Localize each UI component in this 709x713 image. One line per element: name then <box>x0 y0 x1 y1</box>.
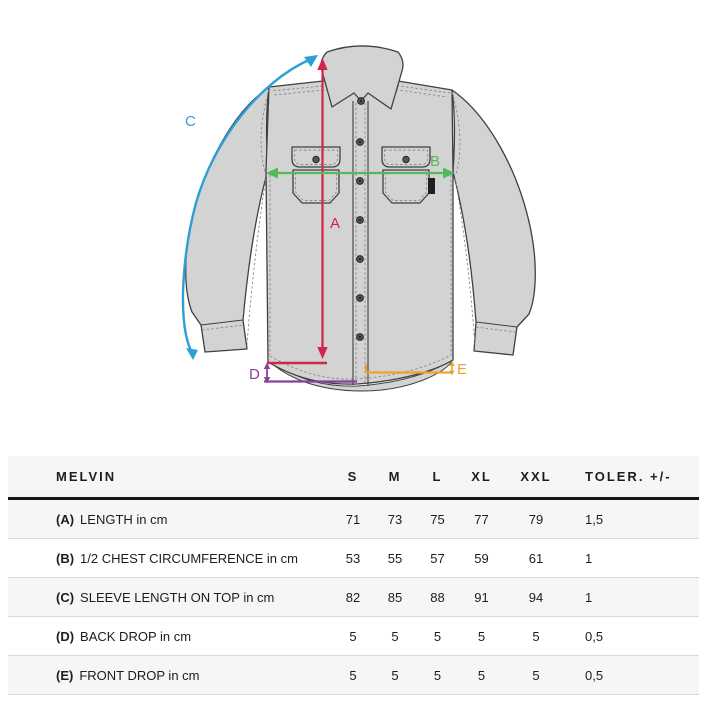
table-row-sleeve <box>8 578 699 617</box>
table-row-frontdrop <box>8 656 699 695</box>
left-sleeve <box>186 87 269 352</box>
measure-label-e: E <box>457 361 468 378</box>
value-cell: 59 <box>459 539 504 578</box>
value-cell: 5 <box>504 617 568 656</box>
tolerance-cell: 0,5 <box>568 656 699 695</box>
tolerance-cell: 1 <box>568 539 699 578</box>
table-row-chest <box>8 539 699 578</box>
size-table-header-row <box>8 456 699 499</box>
header-size-xxl: XXL <box>504 456 568 499</box>
side-tag <box>428 178 435 194</box>
value-cell: 5 <box>459 617 504 656</box>
value-cell: 75 <box>430 511 445 527</box>
row-key: (E) <box>56 667 74 683</box>
value-cell: 55 <box>374 539 416 578</box>
right-pocket <box>382 147 435 203</box>
row-key: (D) <box>56 628 75 644</box>
tolerance-cell: 1,5 <box>585 511 604 527</box>
value-cell: 5 <box>416 617 459 656</box>
row-label: FRONT DROP in cm <box>79 667 200 683</box>
value-cell: 5 <box>374 656 416 695</box>
value-cell: 5 <box>332 617 374 656</box>
header-size-s: S <box>332 456 374 499</box>
measure-label-d: D <box>249 366 260 383</box>
table-row-length <box>8 499 699 539</box>
value-cell: 61 <box>504 539 568 578</box>
measure-label-b: B <box>430 153 441 170</box>
value-cell: 57 <box>416 539 459 578</box>
value-cell: 5 <box>332 656 374 695</box>
value-cell: 73 <box>387 511 403 527</box>
row-label: SLEEVE LENGTH ON TOP in cm <box>80 589 275 605</box>
header-product-name: MELVIN <box>8 456 332 499</box>
row-key: (C) <box>56 589 75 605</box>
measure-label-c: C <box>185 113 196 130</box>
row-key: (B) <box>56 550 75 566</box>
row-label: BACK DROP in cm <box>80 628 192 644</box>
header-size-m: M <box>374 456 416 499</box>
value-cell: 77 <box>474 511 489 527</box>
row-label: LENGTH in cm <box>80 511 168 527</box>
row-label: 1/2 CHEST CIRCUMFERENCE in cm <box>80 550 298 566</box>
value-cell: 88 <box>416 578 459 617</box>
right-sleeve <box>452 90 535 355</box>
value-cell: 85 <box>374 578 416 617</box>
value-cell: 79 <box>528 511 544 527</box>
value-cell: 5 <box>459 656 504 695</box>
tolerance-cell: 0,5 <box>568 617 699 656</box>
header-size-l: L <box>416 456 459 499</box>
value-cell: 91 <box>459 578 504 617</box>
size-table <box>8 456 699 695</box>
value-cell: 94 <box>504 578 568 617</box>
value-cell: 5 <box>504 656 568 695</box>
shirt-drawing <box>186 46 536 391</box>
header-size-xl: XL <box>459 456 504 499</box>
value-cell: 5 <box>416 656 459 695</box>
left-pocket <box>292 147 340 203</box>
value-cell: 5 <box>374 617 416 656</box>
value-cell: 53 <box>332 539 374 578</box>
tolerance-cell: 1 <box>568 578 699 617</box>
table-row-backdrop <box>8 617 699 656</box>
value-cell: 71 <box>345 511 361 527</box>
header-tolerance: TOLER. +/- <box>568 456 699 499</box>
value-cell: 82 <box>332 578 374 617</box>
row-key: (A) <box>56 511 75 527</box>
measure-label-a: A <box>330 215 341 232</box>
